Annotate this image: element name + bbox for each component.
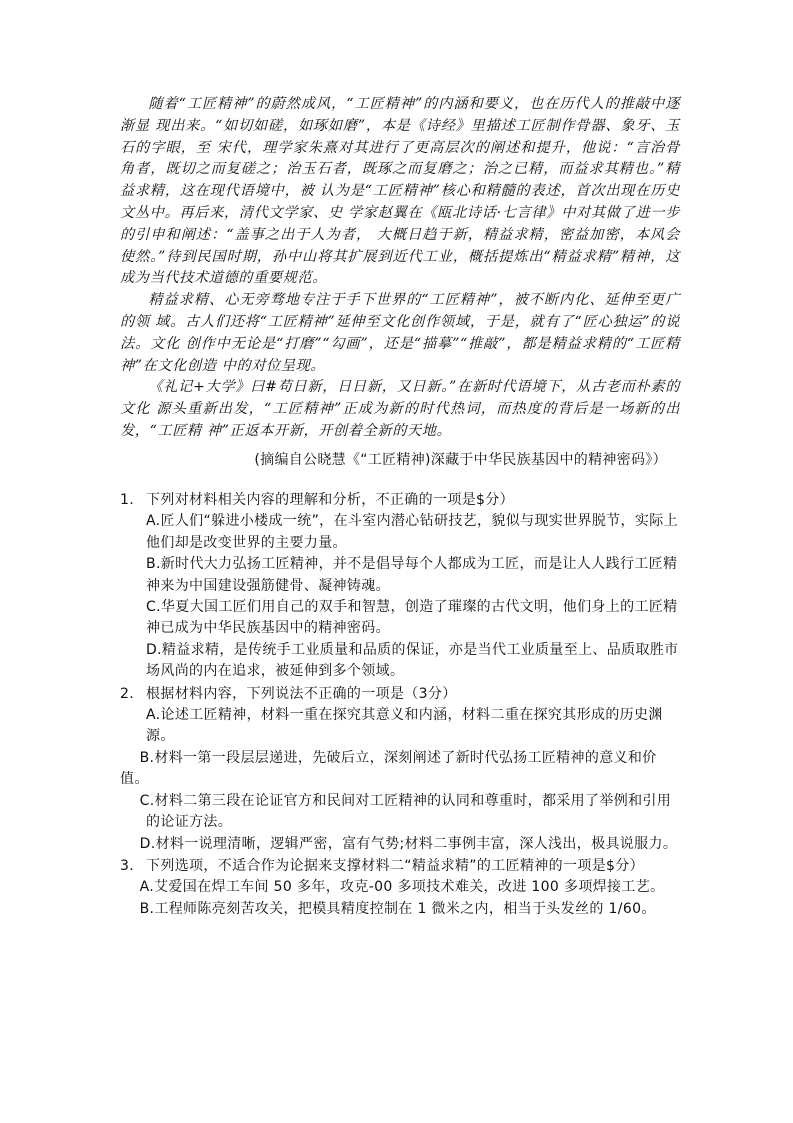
option-a: A.匠人们“躲进小楼成一统”，在斗室内潜心钻研技艺，貌似与现实世界脱节，实际上他们却是改变世界的主要力量。 bbox=[146, 513, 678, 551]
question-stem: 根据材料内容，下列说法不正确的一项是（3分） bbox=[146, 685, 457, 702]
question-2 bbox=[120, 684, 682, 855]
option-d: D.材料一说理清晰，逻辑严密，富有气势;材料二事例丰富，深人浅出，极具说服力。 bbox=[139, 835, 678, 852]
question-number: 3. bbox=[120, 857, 135, 874]
option-c: C.华夏大国工匠们用自己的双手和智慧，创造了璀璨的古代文明，他们身上的工匠精神已成为中华民族基因中的精神密码。 bbox=[146, 599, 678, 637]
essay-paragraph-1: 随着“工匠精神”的蔚然成风，“工匠精神”的内涵和要义，也在历代人的推敲中逐渐显 现出来。“如切如磋，如琢如磨”，本是《诗经》里描述工匠制作骨器、象牙、玉石的字眼，至 宋代，理学家朱熹对其进行了更高层次的阐述和提升，他说：“言治骨角者，既切之而复磋之；治玉石者，既琢之而复磨之；治之已精，而益求其精也。”精益求精，这在现代语境中，被 认为是“工匠精神”核心和精髓的表述，首次出现在历史文丛中。再后来，清代文学家、史 学家赵翼在《瓯北诗话·七言律》中对其做了进一步的引申和阐述：“盖事之出于人为者， 大概日趋于新，精益求精，密益加密，本风会使然。”待到民国时期，孙中山将其扩展到近代工业，概括提炼出“精益求精”精神，这成为当代技术道德的重要规范。 bbox=[120, 96, 680, 287]
question-number: 1. bbox=[120, 492, 135, 508]
question-stem: 下列选项，不适合作为论据来支撑材料二“精益求精”的工匠精神的一项是$分） bbox=[146, 857, 645, 874]
option-a: A.艾爱国在焊工车间 50 多年，攻克-00 多项技术难关，改进 100 多项焊接工艺。 bbox=[139, 879, 665, 896]
option-d: D.精益求精，是传统手工业质量和品质的保证，亦是当代工业质量至上、品质取胜市场风尚的内在追求，被延伸到多个领域。 bbox=[146, 641, 679, 680]
question-number: 2. bbox=[120, 685, 135, 702]
option-a: A.论述工匠精神，材料一重在探究其意义和内涵，材料二重在探究其形成的历史渊源。 bbox=[146, 707, 663, 745]
question-1 bbox=[120, 490, 682, 683]
source-citation: (摘编自公晓慧《“工匠精神)深藏于中华民族基因中的精神密码》） bbox=[254, 452, 667, 468]
question-3 bbox=[120, 856, 682, 920]
option-b: B.新时代大力弘扬工匠精神，并不是倡导每个人都成为工匠，而是让人人践行工匠精神来为中国建设强筋健骨、凝神铸魂。 bbox=[146, 556, 678, 594]
essay-passage bbox=[120, 94, 680, 443]
question-list bbox=[120, 490, 682, 921]
question-stem: 下列对材料相关内容的理解和分析，不正确的一项是$分） bbox=[146, 492, 515, 508]
option-b: B.工程师陈亮刻苦攻关，把模具精度控制在 1 微米之内，相当于头发丝的 1/60。 bbox=[139, 900, 656, 917]
option-c: C.材料二第三段在论证官方和民间对工匠精神的认同和尊重时，都采用了举例和引用 bbox=[139, 792, 672, 809]
essay-paragraph-2: 精益求精、心无旁骛地专注于手下世界的“工匠精神”，被不断内化、延伸至更广的领 域。古人们还将“工匠精神”延伸至文化创作领域，于是，就有了“匠心独运”的说法。文化 创作中无论是“打磨”“勾画”，还是“描摹”“推敲”，都是精益求精的“工匠精神”在文化创造 中的对位呈现。 bbox=[120, 292, 680, 374]
essay-paragraph-3: 《礼记+大学》曰#苟日新，日日新，又日新。”在新时代语境下，从古老而朴素的文化 源头重新出发，“工匠精神”正成为新的时代热词，而热度的背后是一场新的出发，“工匠精 神”正返本开新，开创着全新的天地。 bbox=[120, 379, 680, 439]
option-c-continued: 的论证方法。 bbox=[146, 814, 233, 831]
option-b: B.材料一第一段层层递进，先破后立，深刻阐述了新时代弘扬工匠精神的意义和价值。 bbox=[120, 749, 657, 788]
